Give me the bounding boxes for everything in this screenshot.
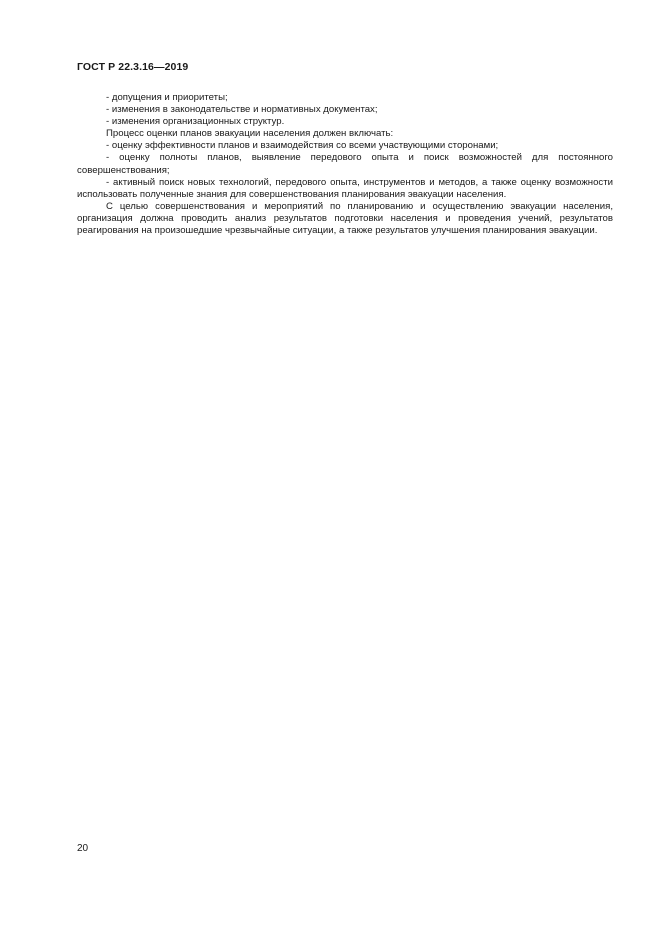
list-item-assumptions: - допущения и приоритеты;	[106, 92, 228, 103]
paragraph-improvement: С целью совершенствования и мероприятий по планированию и осуществлению эвакуации населения, организация должна проводить анализ результатов подготовки населения и проведения учений, результатов реагирования на произошедшие чрезвычайные ситуации, а также результатов улучшения планирования эвакуации.	[77, 200, 613, 237]
list-item-structure-changes: - изменения организационных структур.	[106, 116, 285, 128]
list-item-completeness: - оценку полноты планов, выявление передового опыта и поиск возможностей для постоянного совершенствования;	[77, 152, 613, 176]
list-item-effectiveness: - оценку эффективности планов и взаимодействия со всеми участвующими сторонами;	[106, 140, 499, 152]
list-item-active-search: - активный поиск новых технологий, передового опыта, инструментов и методов, а также оценку возможности использовать полученные знания для совершенствования планирования эвакуации населения.	[77, 176, 613, 200]
page-number: 20	[77, 843, 89, 854]
document-body	[77, 92, 613, 237]
document-header-code: ГОСТ Р 22.3.16—2019	[77, 61, 189, 73]
list-item-legislation-changes: - изменения в законодательстве и нормативных документах;	[106, 104, 378, 116]
paragraph-evaluation-process: Процесс оценки планов эвакуации населения должен включать:	[106, 128, 394, 140]
